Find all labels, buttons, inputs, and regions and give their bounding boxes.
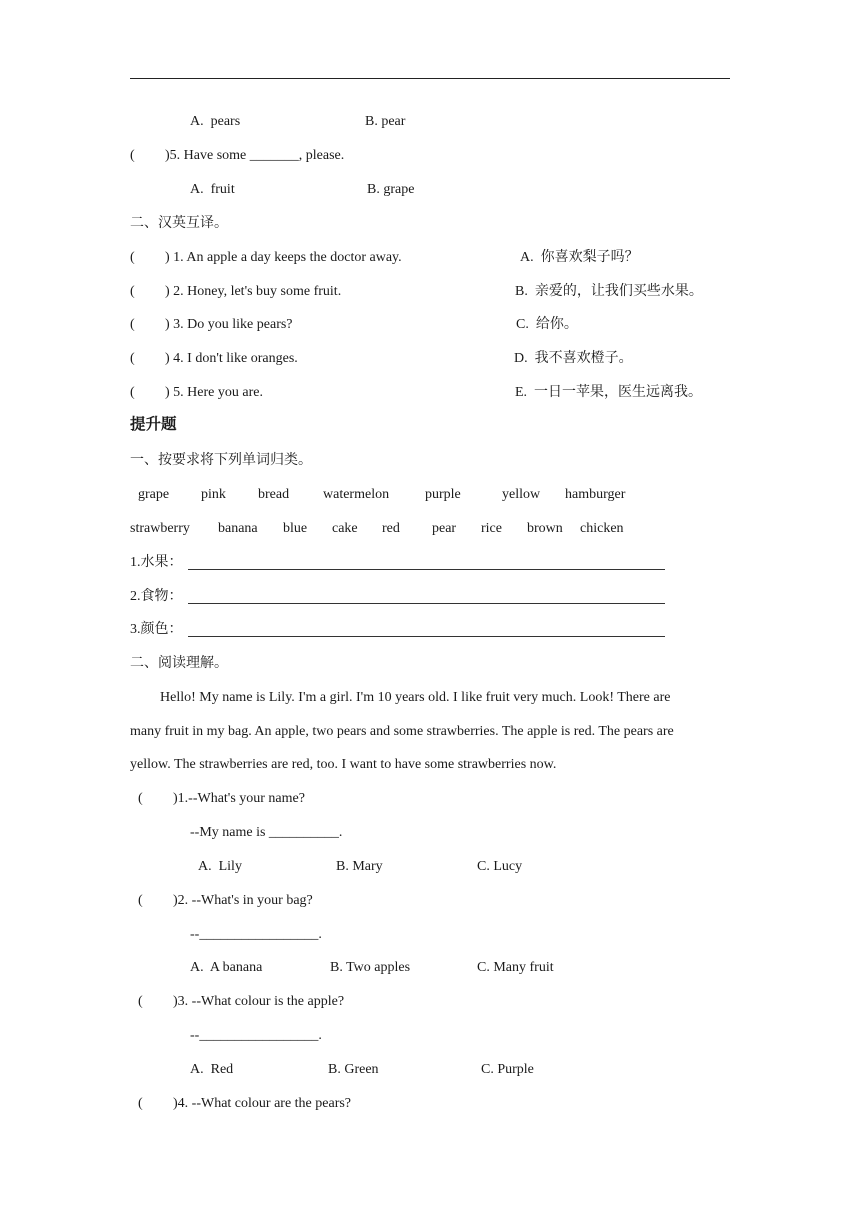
word-bread: bread [258, 487, 290, 502]
word-hamburger: hamburger [565, 487, 626, 502]
rq2-option-c[interactable]: C. Many fruit [477, 960, 554, 975]
classify-title: 一、按要求将下列单词归类。 [130, 453, 312, 468]
header-rule [130, 78, 730, 79]
match-en-3: ) 3. Do you like pears? [165, 317, 293, 332]
advanced-heading: 提升题 [130, 416, 177, 433]
reading-title: 二、阅读理解。 [130, 656, 228, 671]
q5-option-a[interactable]: A. fruit [190, 182, 235, 197]
word-banana: banana [218, 521, 258, 536]
match-en-2: ) 2. Honey, let's buy some fruit. [165, 284, 342, 299]
match-en-4: ) 4. I don't like oranges. [165, 351, 298, 366]
passage-line-2: many fruit in my bag. An apple, two pears and some strawberries. The apple is red. The pears are [130, 724, 674, 739]
rq1-paren: ( [138, 791, 143, 806]
rq2-answer: --_________________. [190, 927, 322, 942]
passage-line-1: Hello! My name is Lily. I'm a girl. I'm 10 years old. I like fruit very much. Look! There are [160, 690, 671, 705]
rq2-option-b[interactable]: B. Two apples [330, 960, 411, 975]
rq4-paren: ( [138, 1096, 143, 1111]
rq3-option-a[interactable]: A. Red [190, 1062, 234, 1077]
match-zh-d: D. 我不喜欢橙子。 [514, 351, 633, 366]
rq1-question: )1.--What's your name? [173, 791, 305, 806]
rq3-answer: --_________________. [190, 1028, 322, 1043]
match-paren-3: ( [130, 317, 135, 332]
word-cake: cake [332, 521, 358, 536]
fill-blank-fruit[interactable] [188, 569, 665, 570]
word-blue: blue [283, 521, 308, 536]
match-paren-1: ( [130, 250, 135, 265]
rq2-option-a[interactable]: A. A banana [190, 960, 263, 975]
word-red: red [382, 521, 400, 536]
q5-text: )5. Have some _______, please. [165, 148, 345, 163]
word-grape: grape [138, 487, 170, 502]
word-pear: pear [432, 521, 457, 536]
match-zh-c: C. 给你。 [516, 317, 578, 332]
rq1-option-a[interactable]: A. Lily [198, 859, 242, 874]
rq3-option-c[interactable]: C. Purple [481, 1062, 534, 1077]
q4-option-b[interactable]: B. pear [365, 114, 406, 129]
word-brown: brown [527, 521, 563, 536]
rq1-answer: --My name is __________. [190, 825, 343, 840]
rq3-paren: ( [138, 994, 143, 1009]
fill-label-colour: 3.颜色： [130, 622, 183, 637]
match-paren-4: ( [130, 351, 135, 366]
fill-blank-food[interactable] [188, 603, 665, 604]
match-zh-a: A. 你喜欢梨子吗？ [520, 250, 639, 265]
q4-option-a[interactable]: A. pears [190, 114, 241, 129]
word-pink: pink [201, 487, 226, 502]
word-chicken: chicken [580, 521, 624, 536]
fill-blank-colour[interactable] [188, 636, 665, 637]
fill-label-food: 2.食物： [130, 589, 183, 604]
match-en-5: ) 5. Here you are. [165, 385, 263, 400]
rq4-question: )4. --What colour are the pears? [173, 1096, 352, 1111]
match-zh-e: E. 一日一苹果，医生远离我。 [515, 385, 703, 400]
rq2-question: )2. --What's in your bag? [173, 893, 313, 908]
rq3-option-b[interactable]: B. Green [328, 1062, 379, 1077]
q5-paren: ( [130, 148, 135, 163]
passage-line-3: yellow. The strawberries are red, too. I want to have some strawberries now. [130, 757, 557, 772]
fill-label-fruit: 1.水果： [130, 555, 183, 570]
section-title-translation: 二、汉英互译。 [130, 216, 228, 231]
word-purple: purple [425, 487, 461, 502]
word-strawberry: strawberry [130, 521, 190, 536]
rq2-paren: ( [138, 893, 143, 908]
word-yellow: yellow [502, 487, 541, 502]
match-zh-b: B. 亲爱的，让我们买些水果。 [515, 284, 703, 299]
rq1-option-b[interactable]: B. Mary [336, 859, 383, 874]
word-rice: rice [481, 521, 502, 536]
rq3-question: )3. --What colour is the apple? [173, 994, 345, 1009]
q5-option-b[interactable]: B. grape [367, 182, 415, 197]
match-en-1: ) 1. An apple a day keeps the doctor away. [165, 250, 402, 265]
word-watermelon: watermelon [323, 487, 390, 502]
rq1-option-c[interactable]: C. Lucy [477, 859, 523, 874]
match-paren-2: ( [130, 284, 135, 299]
match-paren-5: ( [130, 385, 135, 400]
